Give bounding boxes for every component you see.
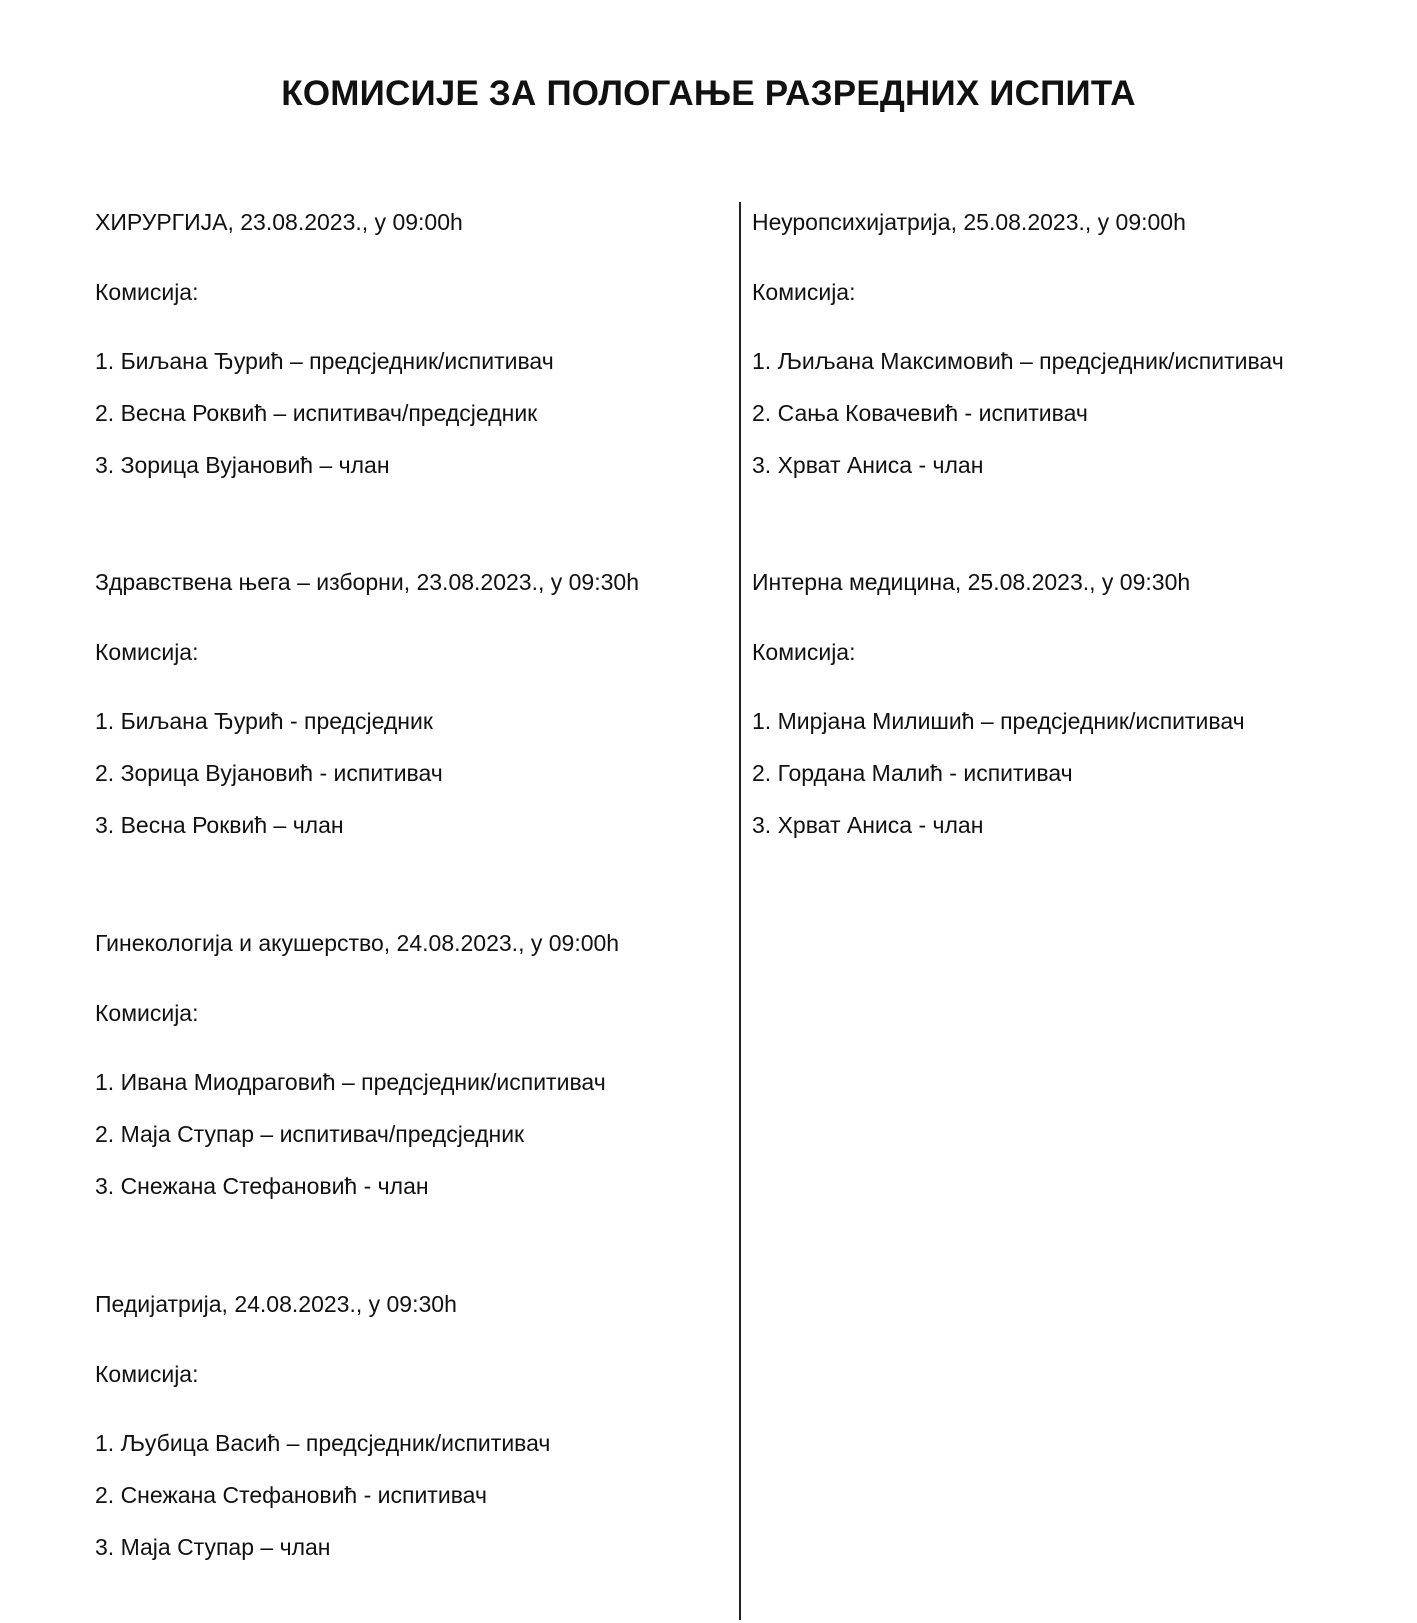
committee-member: 2. Весна Роквић – испитивач/предсједник — [95, 400, 538, 426]
exam-heading: Здравствена њега – изборни, 23.08.2023., у 09:30h — [95, 569, 639, 595]
exam-heading: Неуропсихијатрија, 25.08.2023., у 09:00h — [752, 209, 1186, 235]
committee-member: 3. Хрват Аниса - члан — [752, 812, 984, 838]
committee-label: Комисија: — [95, 639, 199, 665]
committee-member: 2. Снежана Стефановић - испитивач — [95, 1482, 487, 1508]
committee-member: 1. Љиљана Максимовић – предсједник/испитивач — [752, 348, 1284, 374]
committee-member: 2. Зорица Вујановић - испитивач — [95, 760, 443, 786]
column-divider — [739, 202, 741, 1620]
committee-member: 2. Маја Ступар – испитивач/предсједник — [95, 1121, 525, 1147]
committee-member: 1. Љубица Васић – предсједник/испитивач — [95, 1430, 551, 1456]
committee-member: 1. Ивана Миодраговић – предсједник/испитивач — [95, 1069, 606, 1095]
committee-member: 1. Мирјана Милишић – предсједник/испитивач — [752, 708, 1245, 734]
committee-member: 3. Весна Роквић – члан — [95, 812, 344, 838]
committee-member: 1. Биљана Ђурић - предсједник — [95, 708, 433, 734]
committee-label: Комисија: — [95, 279, 199, 305]
committee-member: 3. Зорица Вујановић – члан — [95, 452, 390, 478]
committee-label: Комисија: — [752, 279, 856, 305]
committee-label: Комисија: — [752, 639, 856, 665]
committee-member: 3. Маја Ступар – члан — [95, 1534, 331, 1560]
committee-member: 2. Гордана Малић - испитивач — [752, 760, 1073, 786]
committee-label: Комисија: — [95, 1361, 199, 1387]
exam-heading: Интерна медицина, 25.08.2023., у 09:30h — [752, 569, 1191, 595]
page-title: КОМИСИЈЕ ЗА ПОЛОГАЊЕ РАЗРЕДНИХ ИСПИТА — [281, 74, 1136, 113]
committee-label: Комисија: — [95, 1000, 199, 1026]
committee-member: 2. Сања Ковачевић - испитивач — [752, 400, 1088, 426]
exam-heading: Гинекологија и акушерство, 24.08.2023., у 09:00h — [95, 930, 620, 956]
committee-member: 3. Хрват Аниса - члан — [752, 452, 984, 478]
exam-heading: Педијатрија, 24.08.2023., у 09:30h — [95, 1291, 457, 1317]
exam-heading: ХИРУРГИЈА, 23.08.2023., у 09:00h — [95, 209, 463, 235]
committee-member: 1. Биљана Ђурић – предсједник/испитивач — [95, 348, 554, 374]
committee-member: 3. Снежана Стефановић - члан — [95, 1173, 429, 1199]
